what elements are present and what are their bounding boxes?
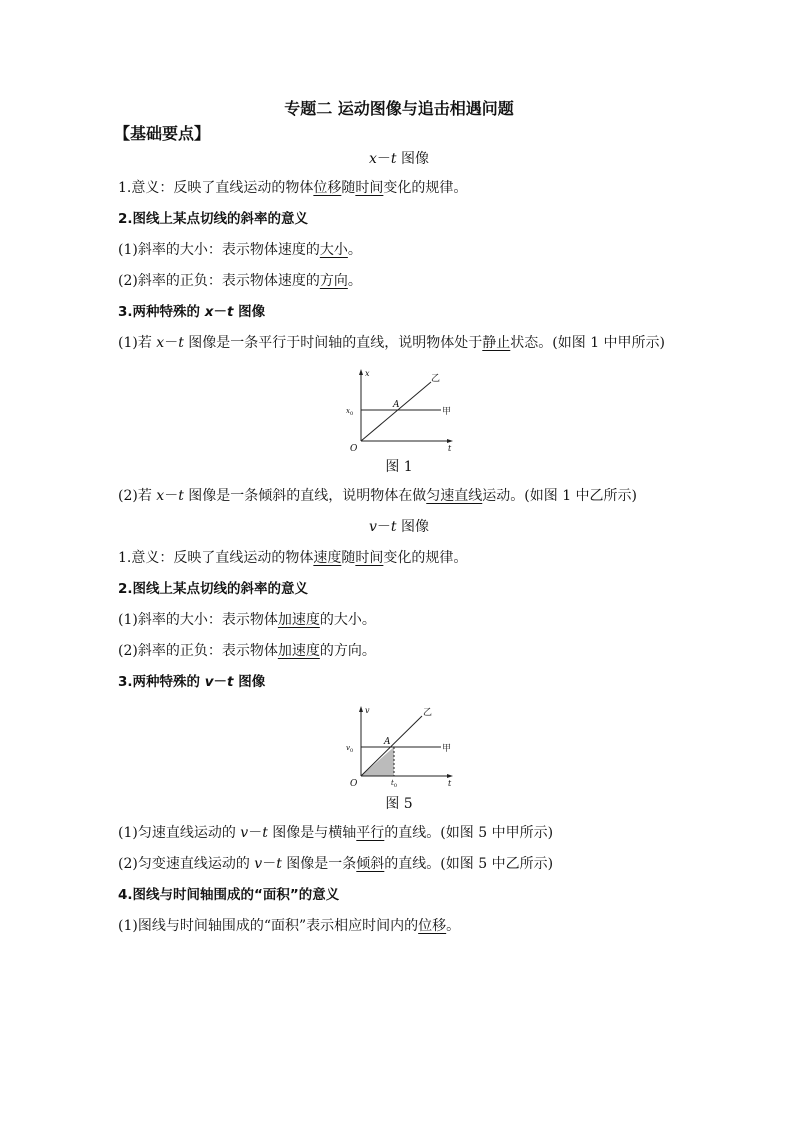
- vt-accel-text: 的直线。(如图 5 中乙所示): [384, 856, 554, 872]
- fig1-x0-label: $x_0$: [346, 407, 354, 417]
- xt-rest-blank: 静止: [482, 335, 511, 351]
- xt-heading-dash: －: [376, 151, 391, 167]
- vt-uniform-var-v: v: [240, 825, 249, 841]
- xt-slope-heading: 2.图线上某点切线的斜率的意义: [118, 211, 309, 227]
- vt-uniform-text: 的直线。(如图 5 中甲所示): [384, 825, 554, 841]
- vt-area-text: (1)图线与时间轴围成的“面积”表示相应时间内的: [118, 918, 419, 934]
- xt-heading-var-t: t: [390, 151, 397, 167]
- fig5-label-yi: 乙: [423, 708, 433, 718]
- vt-heading-var-t: t: [390, 519, 397, 535]
- xt-rest-var-x: x: [156, 335, 165, 351]
- xt-special-heading: [118, 297, 680, 328]
- xt-slope-magnitude-text: (1)斜率的大小：表示物体速度的: [118, 242, 320, 258]
- fig1-origin-label: O: [350, 444, 358, 453]
- vt-accel-text: 图像是一条: [281, 856, 357, 872]
- fig5-point-a-label: A: [384, 737, 391, 747]
- xt-meaning-blank-displacement: 位移: [313, 180, 342, 196]
- vt-special-heading-text: 图像: [233, 674, 266, 690]
- vt-slope-magnitude-blank: 加速度: [277, 612, 320, 628]
- section-heading: 【基础要点】: [114, 124, 211, 143]
- fig5-x-arrow: [447, 774, 453, 778]
- xt-rest-dash: －: [164, 335, 179, 351]
- xt-special-var-t: t: [226, 304, 234, 320]
- vt-slope-heading: 2.图线上某点切线的斜率的意义: [118, 581, 309, 597]
- vt-uniform-blank: 平行: [356, 825, 385, 841]
- xt-slope-magnitude: [118, 235, 680, 266]
- xt-rest-text: 图像是一条平行于时间轴的直线，说明物体处于: [183, 335, 483, 351]
- xt-uniform-text: 图像是一条倾斜的直线，说明物体在做: [183, 488, 427, 504]
- vt-uniform-text: (1)匀速直线运动的: [118, 825, 241, 841]
- vt-uniform-text: 图像是与横轴: [267, 825, 357, 841]
- xt-slope-magnitude-text: 。: [347, 242, 362, 258]
- vt-meaning-text: 随: [341, 550, 356, 566]
- fig1-axis-label-t: t: [448, 444, 452, 453]
- fig1-axis-label-x: x: [365, 369, 370, 378]
- vt-slope-sign: [118, 636, 680, 667]
- xt-meaning-text: 变化的规律。: [383, 180, 468, 196]
- fig5-label-jia: 甲: [442, 744, 452, 754]
- vt-meaning: [118, 543, 680, 574]
- fig5-origin-label: O: [350, 779, 358, 789]
- xt-rest-var-t: t: [178, 335, 184, 351]
- xt-uniform-text: 运动。(如图 1 中乙所示): [482, 488, 638, 504]
- vt-uniform-case: [118, 818, 680, 849]
- xt-uniform-var-t: t: [178, 488, 184, 504]
- page-title: 专题二 运动图像与追击相遇问题: [284, 99, 514, 118]
- fig1-y-arrow: [359, 369, 363, 375]
- xt-special-heading-text: 3.两种特殊的: [118, 304, 205, 320]
- vt-area-blank: 位移: [418, 918, 447, 934]
- vt-area-text: 。: [446, 918, 461, 934]
- xt-uniform-dash: －: [164, 488, 179, 504]
- vt-special-heading: [118, 667, 680, 698]
- xt-meaning: [118, 173, 680, 204]
- fig1-x-arrow: [447, 439, 453, 443]
- vt-accel-text: (2)匀变速直线运动的: [118, 856, 255, 872]
- vt-accel-var-v: v: [254, 856, 263, 872]
- fig5-axis-label-t: t: [448, 779, 452, 788]
- vt-slope-sign-text: (2)斜率的正负：表示物体: [118, 643, 278, 659]
- vt-meaning-blank-velocity: 速度: [313, 550, 342, 566]
- vt-special-var-t: t: [227, 674, 234, 690]
- vt-meaning-text: 1.意义：反映了直线运动的物体: [118, 550, 314, 566]
- xt-uniform-case: [118, 481, 680, 512]
- vt-special-heading-text: 3.两种特殊的: [118, 674, 205, 690]
- fig1-point-a-label: A: [393, 400, 400, 410]
- xt-slope-sign-blank: 方向: [319, 273, 348, 289]
- vt-accel-case: [118, 849, 680, 880]
- vt-accel-blank: 倾斜: [356, 856, 385, 872]
- xt-special-heading-text: 图像: [233, 304, 266, 320]
- xt-slope-sign: [118, 266, 680, 297]
- vt-uniform-var-t: t: [262, 825, 268, 841]
- fig1-label-jia: 甲: [442, 407, 452, 417]
- fig5-axis-label-v: v: [365, 706, 370, 715]
- vt-meaning-blank-time: 时间: [355, 550, 384, 566]
- document-page: [114, 96, 680, 942]
- fig5-v0-label: $v_0$: [346, 744, 354, 754]
- xt-meaning-blank-time: 时间: [355, 180, 384, 196]
- vt-slope-magnitude-text: (1)斜率的大小：表示物体: [118, 612, 278, 628]
- xt-uniform-text: (2)若: [118, 488, 157, 504]
- xt-special-dash: －: [213, 304, 227, 320]
- xt-rest-text: (1)若: [118, 335, 157, 351]
- vt-heading-text: 图像: [396, 519, 429, 535]
- fig5-t0-label: $t_0$: [391, 779, 398, 789]
- vt-heading-dash: －: [376, 519, 391, 535]
- vt-heading: [118, 512, 680, 543]
- vt-special-var-v: v: [204, 674, 214, 690]
- xt-uniform-blank: 匀速直线: [426, 488, 483, 504]
- vt-special-dash: －: [213, 674, 228, 690]
- xt-slope-sign-text: 。: [347, 273, 362, 289]
- figure-5-vt-graph: [339, 704, 459, 790]
- vt-area-meaning: [118, 911, 680, 942]
- fig5-y-arrow: [359, 706, 363, 712]
- vt-heading-var-v: v: [368, 519, 377, 535]
- vt-uniform-dash: －: [248, 825, 263, 841]
- figure-1-caption: 图 1: [385, 459, 413, 475]
- xt-rest-case: [118, 328, 680, 359]
- xt-uniform-var-x: x: [156, 488, 165, 504]
- xt-heading-var-x: x: [369, 151, 377, 167]
- xt-heading-text: 图像: [396, 151, 429, 167]
- xt-meaning-text: 1.意义：反映了直线运动的物体: [118, 180, 314, 196]
- xt-rest-text: 状态。(如图 1 中甲所示): [510, 335, 666, 351]
- vt-area-heading: 4.图线与时间轴围成的“面积”的意义: [118, 887, 340, 903]
- figure-1-xt-graph: [339, 367, 459, 453]
- vt-slope-sign-text: 的方向。: [319, 643, 376, 659]
- fig1-label-yi: 乙: [431, 374, 441, 384]
- xt-special-var-x: x: [204, 304, 214, 320]
- vt-accel-var-t: t: [276, 856, 282, 872]
- vt-slope-sign-blank: 加速度: [277, 643, 320, 659]
- vt-accel-dash: －: [262, 856, 277, 872]
- xt-slope-magnitude-blank: 大小: [319, 242, 348, 258]
- xt-heading: [118, 146, 680, 173]
- figure-5-caption: 图 5: [385, 796, 413, 812]
- fig1-line-yi: [361, 382, 431, 441]
- vt-slope-magnitude-text: 的大小。: [319, 612, 376, 628]
- vt-slope-magnitude: [118, 605, 680, 636]
- xt-slope-sign-text: (2)斜率的正负：表示物体速度的: [118, 273, 320, 289]
- xt-meaning-text: 随: [341, 180, 356, 196]
- vt-meaning-text: 变化的规律。: [383, 550, 468, 566]
